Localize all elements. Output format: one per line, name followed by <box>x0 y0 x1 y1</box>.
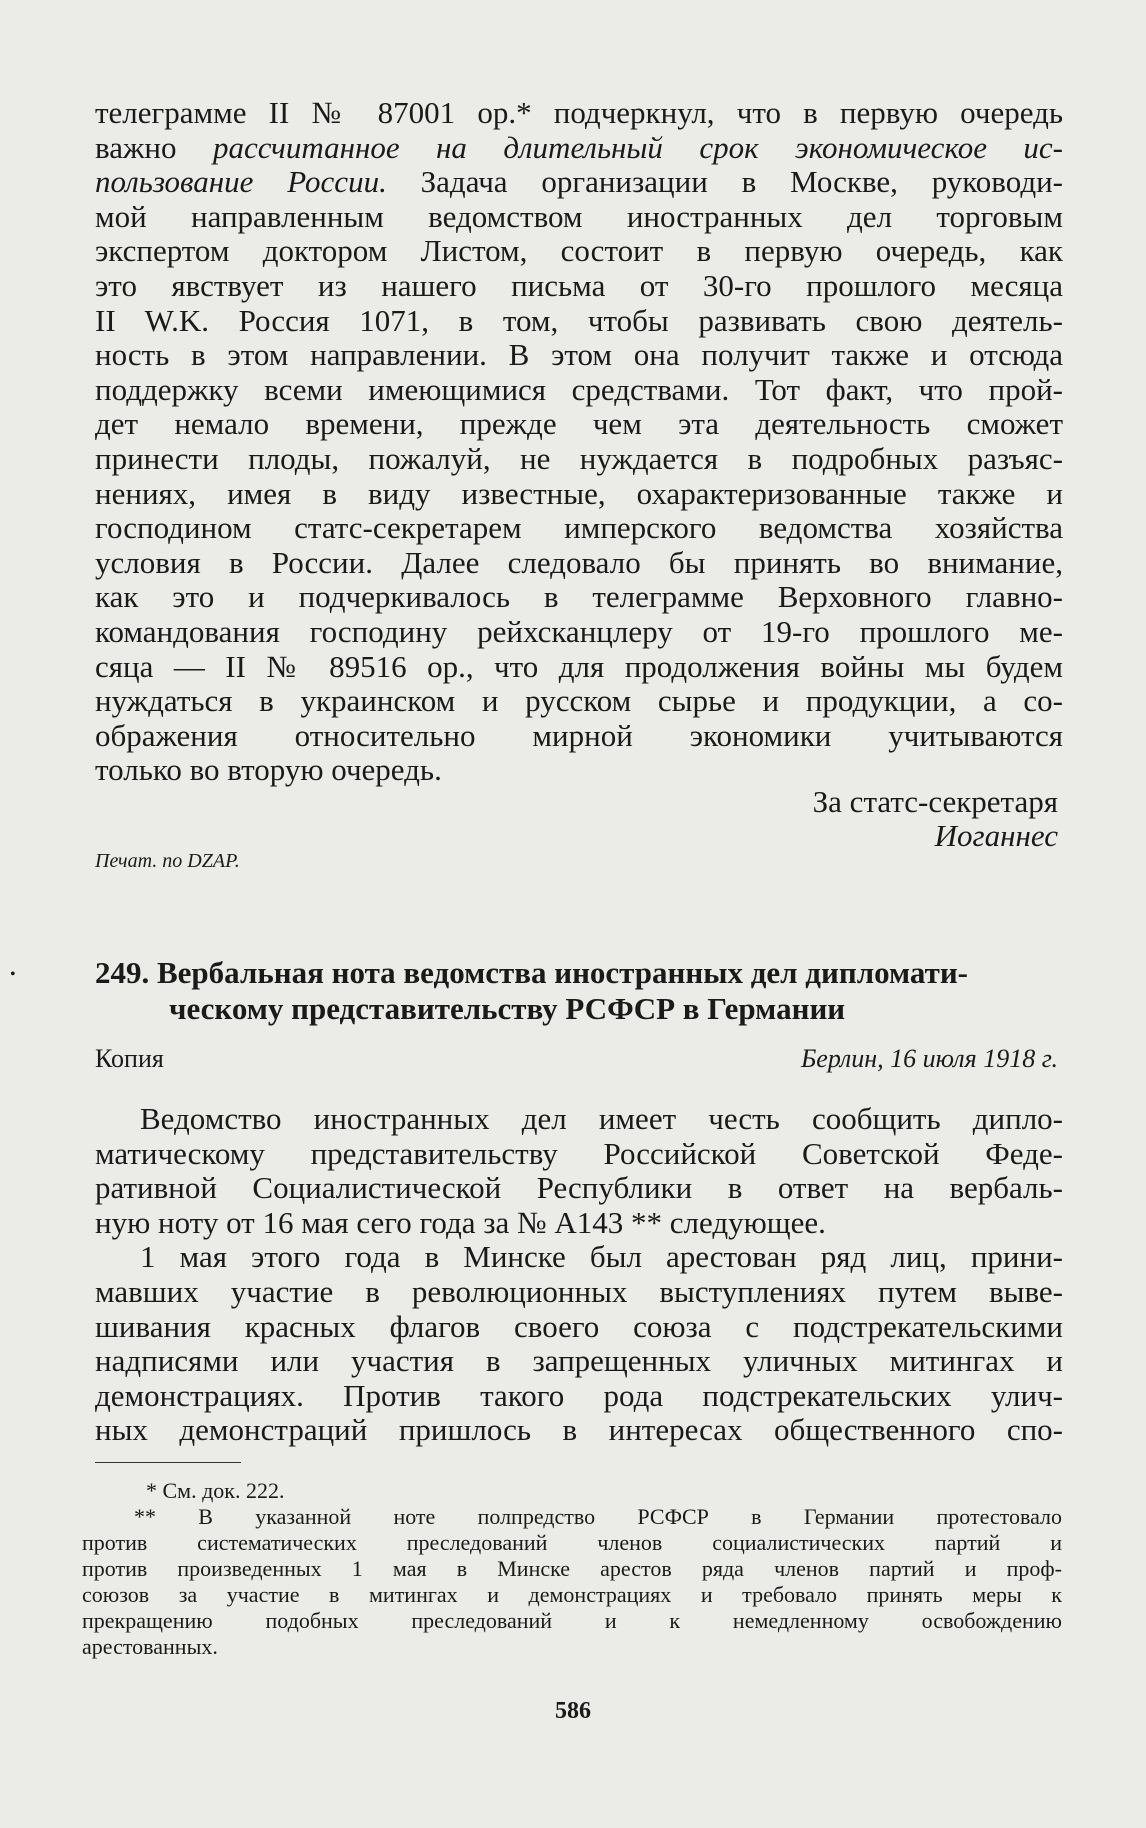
body-text-block-2 <box>95 1102 1063 1448</box>
text-line: сяца — II № 89516 ор., что для продолжения войны мы будем <box>95 649 1063 684</box>
footnote-line: против систематических преследований членов социалистических партий и <box>82 1530 1062 1555</box>
text-line: ображения относительно мирной экономики учитываются <box>95 718 1063 753</box>
text-run: Задача организации в Москве, руководи- <box>386 165 1063 200</box>
text-line: нениях, имея в виду известные, охарактеризованные также и <box>95 476 1063 511</box>
footnote-line: союзов за участие в митингах и демонстрациях и требовало принять меры к <box>82 1582 1062 1607</box>
text-line: только во вторую очередь. <box>95 753 442 788</box>
margin-mark: • <box>10 966 16 983</box>
text-line <box>95 165 1063 200</box>
footnote-line: * См. док. 222. <box>146 1478 285 1503</box>
footnote-line: прекращению подобных преследований и к немедленному освобождению <box>82 1608 1062 1633</box>
footnote-line: арестованных. <box>82 1634 218 1659</box>
text-line: мой направленным ведомством иностранных дел торговым <box>95 199 1063 234</box>
italic-emphasis: пользование России. <box>95 165 387 200</box>
footnotes <box>82 1478 1062 1660</box>
text-line: дет немало времени, прежде чем эта деятельность сможет <box>95 407 1063 442</box>
text-line: II W.K. Россия 1071, в том, чтобы развивать свою деятель- <box>95 303 1063 338</box>
text-line: нуждаться в украинском и русском сырье и продукции, а со- <box>95 684 1063 719</box>
text-line: это явствует из нашего письма от 30-го прошлого месяца <box>95 268 1063 303</box>
text-line: ративной Социалистической Республики в ответ на вербаль- <box>95 1170 1063 1206</box>
text-line: шивания красных флагов своего союза с подстрекательскими <box>95 1308 1063 1344</box>
text-line: 1 мая этого года в Минске был арестован ряд лиц, прини- <box>140 1239 1063 1275</box>
source-note: Печат. по DZAP. <box>95 850 240 872</box>
body-text-block-1 <box>95 96 1063 788</box>
text-line: условия в России. Далее следовало бы принять во внимание, <box>95 545 1063 580</box>
text-line: господином статс-секретарем имперского ведомства хозяйства <box>95 511 1063 546</box>
text-line: матическому представительству Российской Советской Феде- <box>95 1135 1063 1171</box>
signature-name: Иоганнес <box>934 818 1058 853</box>
heading-line: 249. Вербальная нота ведомства иностранных дел дипломати- <box>95 955 969 990</box>
text-line: как это и подчеркивалось в телеграмме Верховного главно- <box>95 580 1063 615</box>
page-number: 586 <box>555 1698 591 1724</box>
heading-line: ческому представительству РСФСР в Германии <box>169 991 846 1026</box>
text-line: мавших участие в революционных выступлениях путем выве- <box>95 1273 1063 1309</box>
text-line: ность в этом направлении. В этом она получит также и отсюда <box>95 338 1063 373</box>
place-date: Берлин, 16 июля 1918 г. <box>800 1044 1058 1073</box>
text-line: демонстрациях. Против такого рода подстрекательских улич- <box>95 1377 1063 1413</box>
footnote-line: ** В указанной ноте полпредство РСФСР в Германии протестовало <box>134 1504 1062 1529</box>
document-heading <box>95 955 1063 1027</box>
text-line <box>95 131 1063 166</box>
italic-emphasis: рассчитанное на длительный срок экономическое ис- <box>212 130 1063 165</box>
text-line: экспертом доктором Листом, состоит в первую очередь, как <box>95 234 1063 269</box>
footnote-divider <box>95 1462 241 1463</box>
footnote-line: против произведенных 1 мая в Минске арестов ряда членов партий и проф- <box>82 1556 1062 1581</box>
text-line: принести плоды, пожалуй, не нуждается в подробных разъяс- <box>95 441 1063 476</box>
signature-role: За статс-секретаря <box>812 784 1058 819</box>
text-line: ную ноту от 16 мая сего года за № А143 ** следующее. <box>95 1204 826 1240</box>
text-line: командования господину рейхсканцлеру от 19-го прошлого ме- <box>95 614 1063 649</box>
text-line: Ведомство иностранных дел имеет честь сообщить дипло- <box>140 1101 1063 1136</box>
text-line: ных демонстраций пришлось в интересах общественного спо- <box>95 1412 1063 1448</box>
text-line: телеграмме II № 87001 ор.* подчеркнул, что в первую очередь <box>95 96 1063 130</box>
copy-label: Копия <box>95 1044 164 1073</box>
text-line: поддержку всеми имеющимися средствами. Тот факт, что прой- <box>95 372 1063 407</box>
text-run: важно <box>95 130 213 165</box>
text-line: надписями или участия в запрещенных уличных митингах и <box>95 1343 1063 1379</box>
